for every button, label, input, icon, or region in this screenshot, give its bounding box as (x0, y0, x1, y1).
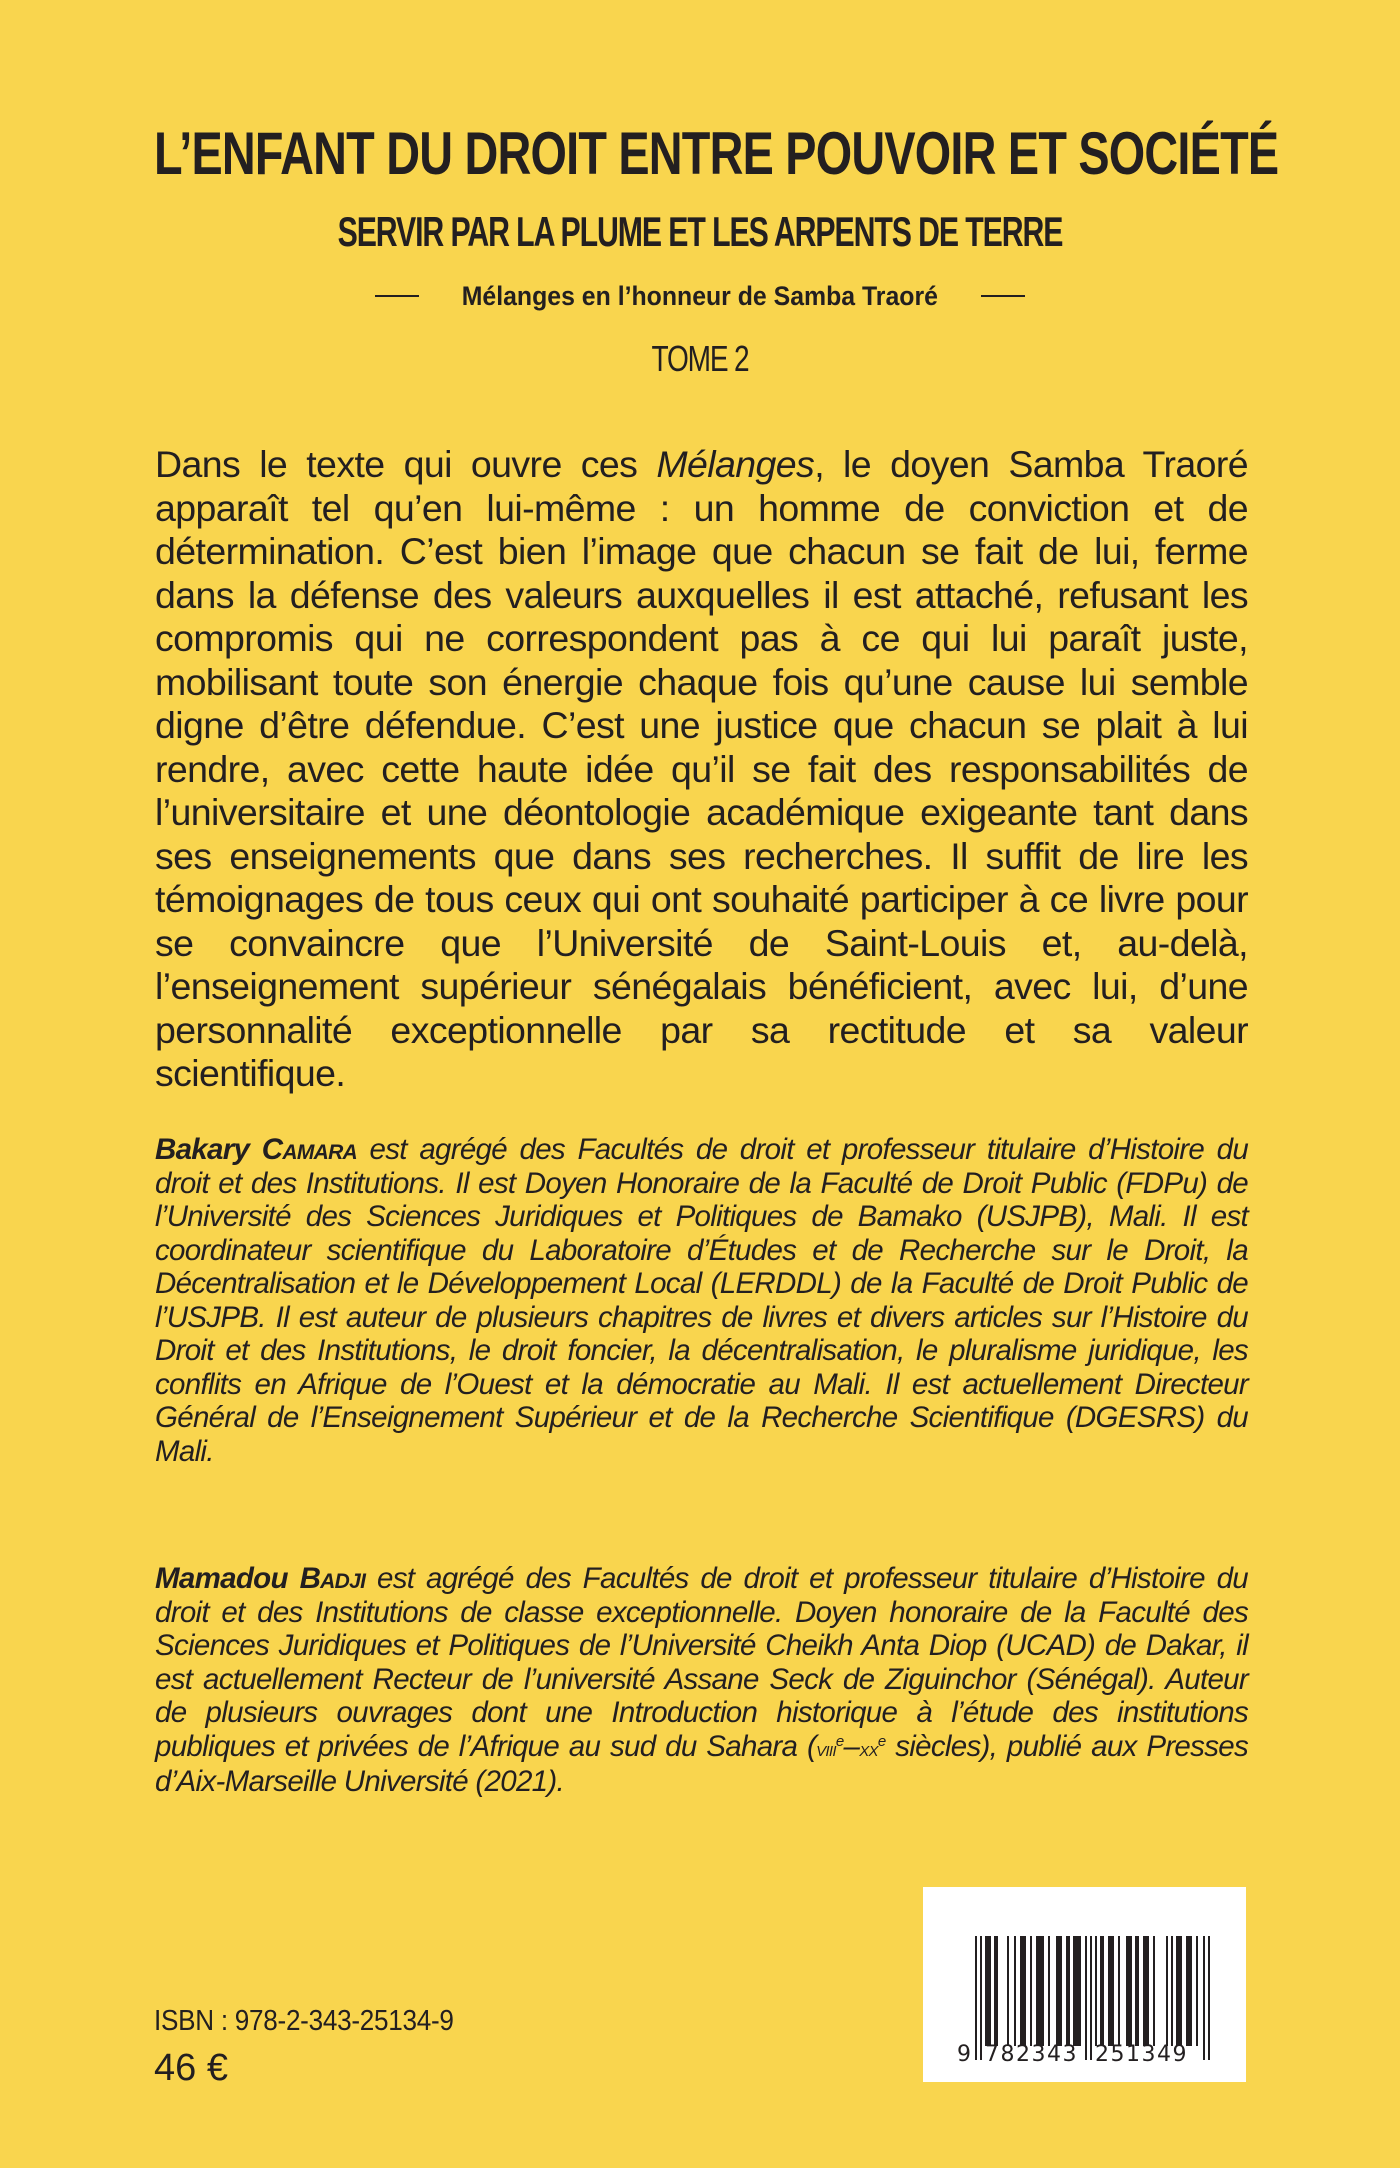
book-subtitle: SERVIR PAR LA PLUME ET LES ARPENTS DE TERRE (337, 208, 1063, 255)
barcode-digit-first: 9 (957, 2042, 971, 2067)
book-title: L’ENFANT DU DROIT ENTRE POUVOIR ET SOCIÉTÉ (154, 120, 1279, 187)
author-bio-text: est agrégé des Facultés de droit et professeur titulaire d’Histoire du droit et des Institutions. Il est Doyen Honoraire de la Faculté de Droit Public (FDPu) de l’Université des Sciences Juridiques et Politiques de Bamako (USJPB), Mali. Il est coordinateur scientifique du Laboratoire d’Études et de Recherche sur le Droit, la Décentralisation et le Développement Local (LERDDL) de la Faculté de Droit Public de l’USJPB. Il est auteur de plusieurs chapitres de livres et divers articles sur l’Histoire du Droit et des Institutions, le droit foncier, la décentralisation, le pluralisme juridique, les conflits en Afrique de l’Ouest et la démocratie au Mali. Il est actuellement Directeur Général de l’Enseignement Supérieur et de la Recherche Scientifique (DGESRS) du Mali. (155, 1133, 1249, 1468)
century-superscript: e (877, 1732, 886, 1750)
author-first-name: Mamadou (155, 1562, 288, 1595)
volume-label: TOME 2 (651, 338, 749, 379)
barcode-digits-right: 251349 (1095, 2042, 1188, 2067)
author-first-name: Bakary (155, 1133, 250, 1166)
blurb-text-rest: , le doyen Samba Traoré apparaît tel qu’en lui-même : un homme de conviction et de détermination. C’est bien l’image que chacun se fait de lui, ferme dans la défense des valeurs auxquelles il est attaché, refusant les compromis qui ne correspondent pas à ce qui lui paraît juste, mobilisant toute son énergie chaque fois qu’une cause lui semble digne d’être défendue. C’est une justice que chacun se plait à lui rendre, avec cette haute idée qu’il se fait des responsabilités de l’universitaire et une déontologie académique exigeante tant dans ses enseignements que dans ses recherches. Il suffit de lire les témoignages de tous ceux qui ont souhaité participer à ce livre pour se convaincre que l’Université de Saint-Louis et, au-delà, l’enseignement supérieur sénégalais bénéficient, avec lui, d’une personnalité exceptionnelle par sa rectitude et sa valeur scientifique. (155, 443, 1248, 1094)
barcode-digits-left: 782343 (985, 2042, 1078, 2067)
author-last-name: Camara (261, 1133, 358, 1166)
blurb-text-start: Dans le texte qui ouvre ces (155, 443, 657, 485)
barcode-digits (957, 2041, 1217, 2071)
author-bio-badji (155, 1562, 1248, 1799)
price-label: 46 € (154, 2047, 228, 2089)
isbn-label: ISBN : 978-2-343-25134-9 (154, 2005, 454, 2037)
summary-blurb (155, 443, 1248, 1096)
left-dash-rule (375, 295, 419, 297)
author-bio-text: est agrégé des Facultés de droit et professeur titulaire d’Histoire du droit et des Institutions de classe exceptionnelle. Doyen honoraire de la Faculté des Sciences Juridiques et Politiques de l’Université Cheikh Anta Diop (UCAD) de Dakar, il est actuellement Recteur de l’université Assane Seck de Ziguinchor (Sénégal). Auteur de plusieurs ouvrages dont une Introduction historique à l’étude des institutions publiques et privées de l’Afrique au sud du Sahara ( (155, 1562, 1249, 1763)
barcode (923, 1887, 1246, 2082)
right-dash-rule (981, 295, 1025, 297)
blurb-italic-title: Mélanges (656, 443, 815, 485)
century-superscript: e (835, 1732, 844, 1750)
author-last-name: Badji (299, 1562, 366, 1595)
century-end: xx (859, 1735, 878, 1761)
century-separator: – (843, 1729, 860, 1763)
honor-text: Mélanges en l’honneur de Samba Traoré (461, 281, 939, 311)
honor-line (0, 278, 1400, 314)
century-start: viii (816, 1735, 836, 1761)
author-bio-text-end: siècles), publié aux Presses d’Aix-Marseille Université (2021). (155, 1729, 1249, 1798)
author-bio-camara (155, 1133, 1248, 1468)
